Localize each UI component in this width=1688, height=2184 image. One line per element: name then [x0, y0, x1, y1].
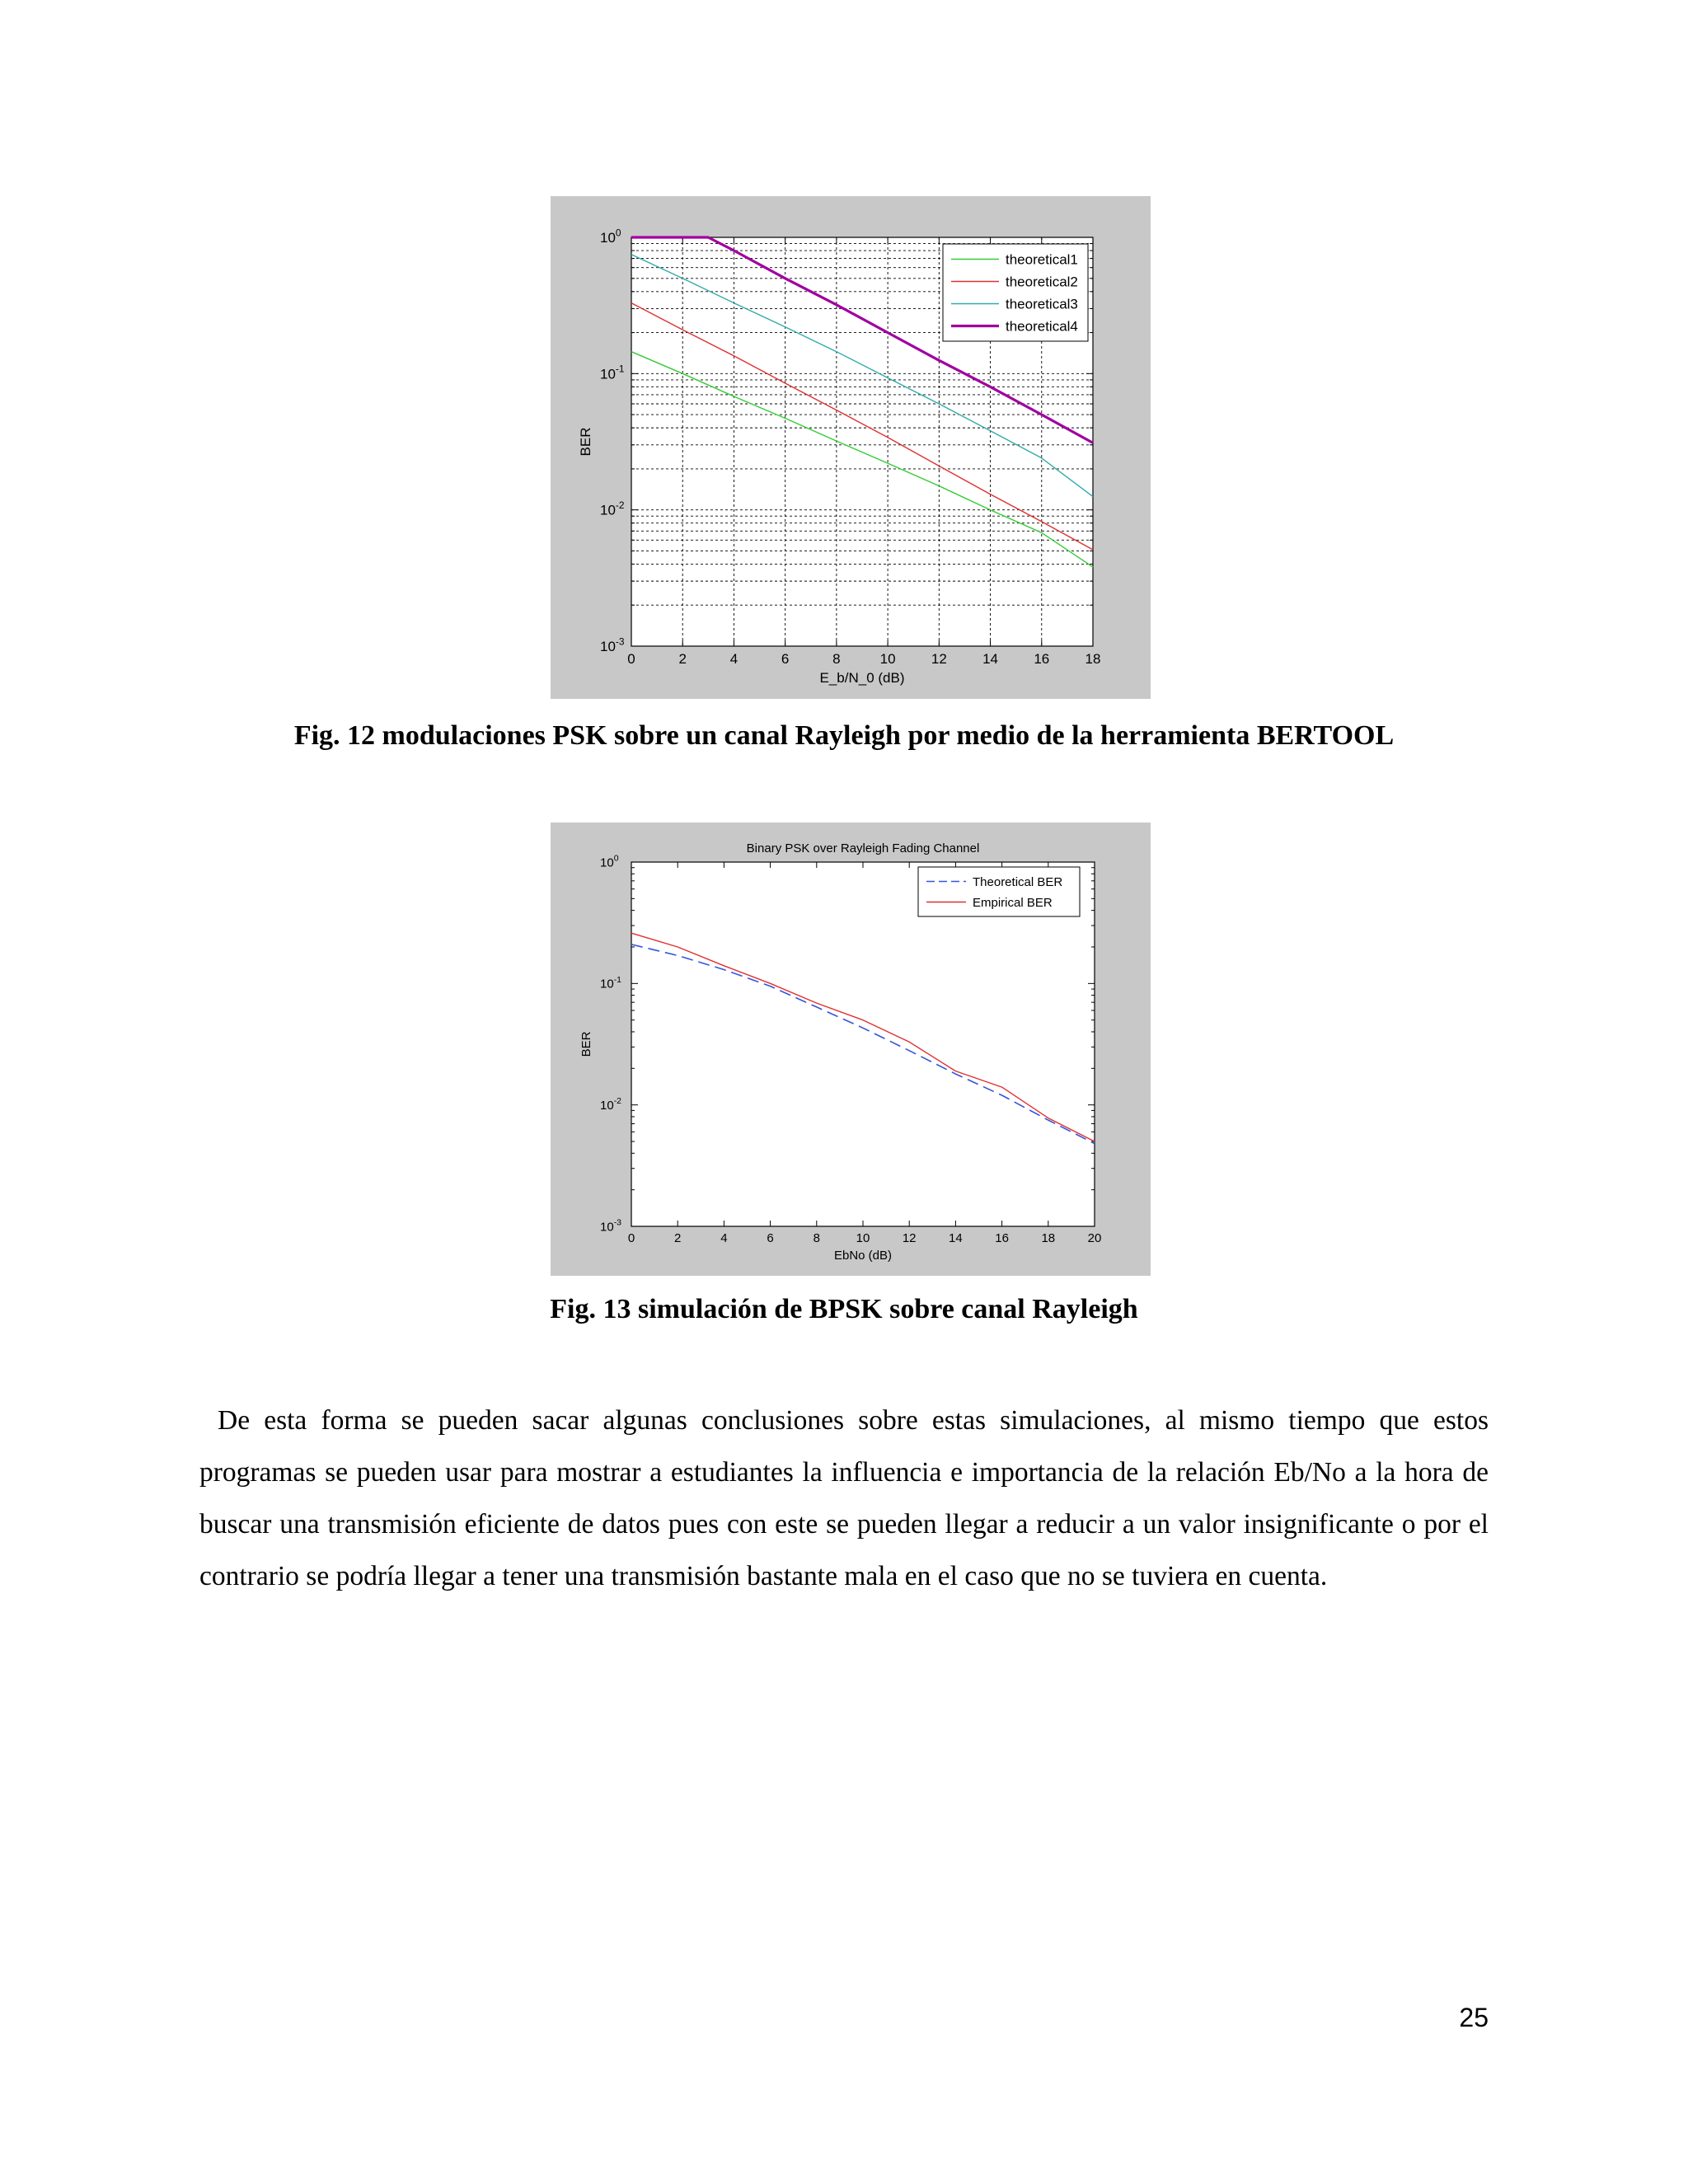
bertool-chart: [551, 196, 1151, 699]
y-tick-label: [600, 363, 625, 382]
x-tick-label: 10: [879, 651, 896, 667]
y-tick-label: [600, 635, 625, 654]
y-tick-label: [600, 227, 621, 246]
y-tick-base: 10: [600, 638, 616, 654]
legend-label: theoretical2: [1006, 274, 1078, 290]
y-tick-base: 10: [600, 977, 614, 991]
x-tick-label: 4: [720, 1231, 728, 1245]
y-tick-label: [600, 1096, 621, 1113]
y-tick-exponent: 0: [615, 227, 621, 239]
figure-12-caption: Fig. 12 modulaciones PSK sobre un canal Rayleigh por medio de la herramienta BERTOOL: [293, 720, 1395, 751]
x-axis-label: E_b/N_0 (dB): [819, 670, 905, 686]
y-tick-label: [600, 854, 619, 870]
y-tick-label: [600, 975, 621, 991]
x-axis-label: EbNo (dB): [833, 1249, 893, 1263]
legend-label: theoretical1: [1006, 251, 1078, 268]
chart-legend: [943, 244, 1088, 341]
body-paragraph: De esta forma se pueden sacar algunas conclusiones sobre estas simulaciones, al mismo tiempo que estos programas se pueden usar para mostrar a estudiantes la influencia e importancia de la relación Eb/No a la hora de buscar una transmisión eficiente de datos pues con este se pueden llegar a reducir a un valor insignificante o por el contrario se podría llegar a tener una transmisión bastante mala en el caso que no se tuviera en cuenta.: [199, 1405, 1489, 1591]
y-tick-base: 10: [600, 229, 616, 246]
y-tick-label: [600, 499, 625, 518]
x-tick-label: 4: [729, 651, 738, 667]
legend-label: theoretical4: [1006, 318, 1078, 335]
x-tick-label: 2: [674, 1231, 682, 1245]
x-tick-label: 14: [949, 1231, 963, 1245]
figure-13-caption: Fig. 13 simulación de BPSK sobre canal Rayleigh: [550, 1294, 1138, 1324]
y-tick-exponent: -2: [615, 499, 625, 511]
x-tick-label: 18: [1041, 1231, 1056, 1245]
x-tick-label: 18: [1085, 651, 1101, 667]
y-axis-label: BER: [578, 427, 593, 457]
x-tick-label: 14: [982, 651, 999, 667]
y-tick-base: 10: [600, 855, 614, 870]
y-tick-exponent: -1: [613, 974, 622, 985]
x-tick-label: 8: [832, 651, 841, 667]
x-tick-label: 0: [627, 651, 635, 667]
x-tick-label: 10: [856, 1231, 870, 1245]
y-tick-exponent: -3: [613, 1217, 622, 1228]
x-tick-label: 20: [1087, 1231, 1102, 1245]
x-tick-label: 16: [995, 1231, 1009, 1245]
x-tick-label: 8: [813, 1231, 820, 1245]
chart-title: Binary PSK over Rayleigh Fading Channel: [746, 841, 980, 855]
chart-legend: [918, 867, 1080, 916]
page-number: 25: [1459, 2003, 1489, 2032]
y-tick-exponent: 0: [613, 853, 619, 864]
y-tick-label: [600, 1218, 621, 1235]
y-tick-exponent: -3: [615, 635, 625, 648]
x-tick-label: 6: [781, 651, 790, 667]
legend-label: theoretical3: [1006, 296, 1078, 312]
y-tick-exponent: -2: [613, 1096, 622, 1107]
x-tick-label: 2: [678, 651, 687, 667]
y-tick-base: 10: [600, 502, 616, 518]
x-tick-label: 12: [931, 651, 947, 667]
y-tick-exponent: -1: [615, 363, 625, 375]
legend-label: Theoretical BER: [973, 874, 1063, 889]
figure-13: [551, 823, 1151, 1276]
x-tick-label: 0: [627, 1231, 635, 1245]
legend-label: Empirical BER: [973, 895, 1053, 910]
y-axis-label: BER: [579, 1031, 593, 1057]
x-tick-label: 12: [902, 1231, 917, 1245]
figure-12: [551, 196, 1151, 699]
bpsk-rayleigh-chart: [551, 823, 1151, 1276]
x-tick-label: 6: [767, 1231, 774, 1245]
y-tick-base: 10: [600, 1098, 614, 1113]
y-tick-base: 10: [600, 1220, 614, 1235]
x-tick-label: 16: [1034, 651, 1050, 667]
y-tick-base: 10: [600, 366, 616, 382]
